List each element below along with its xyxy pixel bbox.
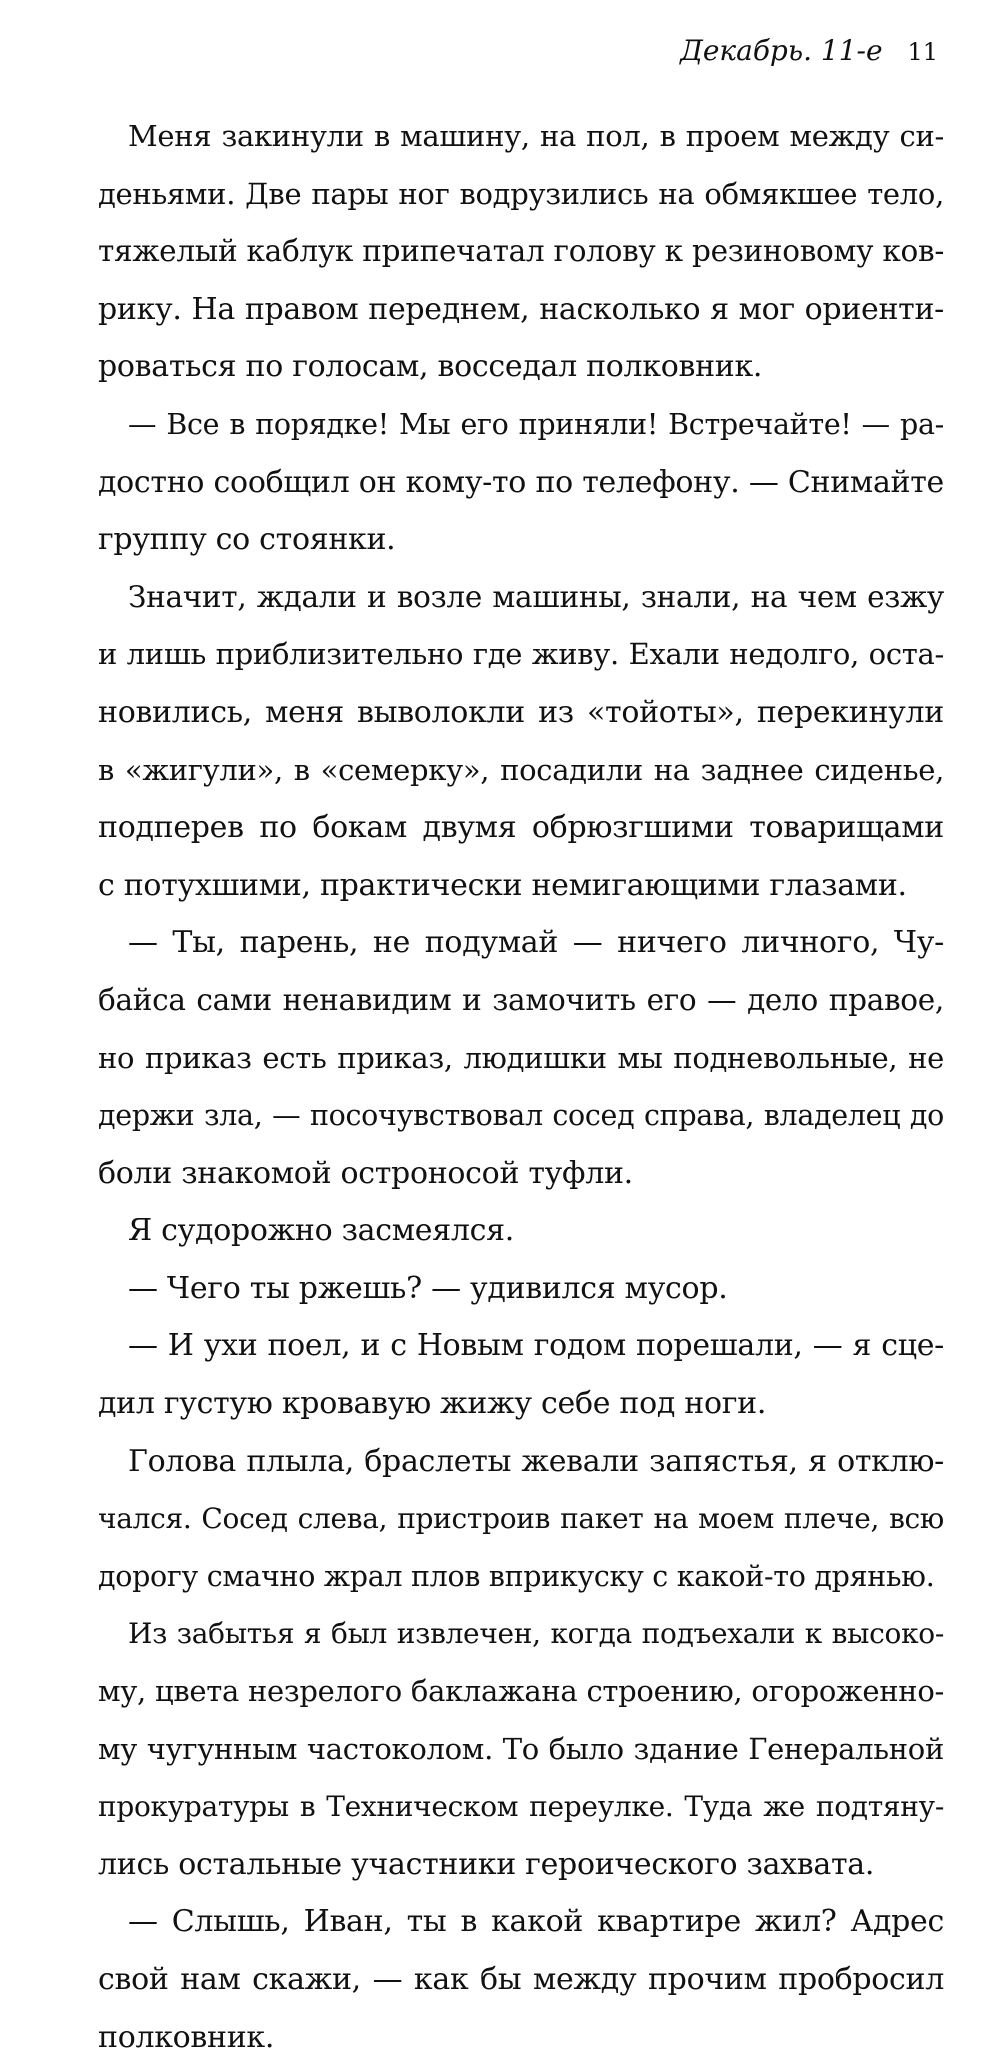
text-line: и лишь приблизительно где живу. Ехали недолго, оста- [98, 637, 944, 672]
text-line: байса сами ненавидим и замочить его — дело правое, [98, 982, 944, 1017]
text-line: му, цвета незрелого баклажана строению, огороженно- [98, 1674, 944, 1709]
text-line: Из забытья я был извлечен, когда подъехали к высоко- [128, 1617, 944, 1651]
text-line: Голова плыла, браслеты жевали запястья, я отклю- [128, 1443, 944, 1479]
text-line: чался. Сосед слева, пристроив пакет на моем плече, всю [98, 1502, 944, 1536]
text-line: свой нам скажи, — как бы между прочим пробросил [98, 1962, 944, 1997]
text-line: му чугунным частоколом. То было здание Генеральной [98, 1731, 944, 1766]
text-line: — Чего ты ржешь? — удивился мусор. [128, 1270, 728, 1306]
text-line: — И ухи поел, и с Новым годом порешали, — я сце- [128, 1328, 944, 1364]
text-line: лись остальные участники героического захвата. [98, 1846, 875, 1882]
text-line: дил густую кровавую жижу себе под ноги. [98, 1386, 767, 1422]
text-line: — Все в порядке! Мы его приняли! Встречайте! — ра- [128, 407, 944, 441]
text-line: Я судорожно засмеялся. [128, 1213, 514, 1249]
text-line: тяжелый каблук припечатал голову к резиновому ков- [98, 234, 944, 269]
text-line: Меня закинули в машину, на пол, в проем между си- [128, 119, 944, 153]
text-line: группу со стоянки. [98, 522, 396, 558]
text-line: новились, меня выволокли из «тойоты», перекинули [98, 694, 944, 730]
text-line: держи зла, — посочувствовал сосед справа, владелец до [98, 1099, 944, 1133]
text-line: роваться по голосам, восседал полковник. [98, 349, 763, 385]
text-line: дорогу смачно жрал плов вприкуску с какой-то дрянью. [98, 1559, 935, 1593]
text-line: — Ты, парень, не подумай — ничего личного, Чу- [128, 925, 944, 961]
text-line: достно сообщил он кому-то по телефону. — Снимайте [98, 464, 944, 500]
running-head-title: Декабрь. 11-е [680, 34, 883, 67]
text-line: но приказ есть приказ, людишки мы подневольные, не [98, 1040, 944, 1075]
body-text [98, 108, 944, 2066]
text-line: прокуратуры в Техническом переулке. Туда же подтяну- [98, 1790, 944, 1824]
text-line: полковник. [98, 2019, 275, 2055]
text-line: боли знакомой остроносой туфли. [98, 1155, 633, 1191]
running-head [680, 34, 938, 69]
text-line: подперев по бокам двумя обрюзгшими товарищами [98, 810, 944, 846]
text-line: деньями. Две пары ног водрузились на обмякшее тело, [98, 176, 944, 211]
text-line: Значит, ждали и возле машины, знали, на чем езжу [128, 579, 944, 614]
text-line: в «жигули», в «семерку», посадили на заднее сиденье, [98, 752, 944, 787]
page-number: 11 [907, 38, 938, 66]
text-line: с потухшими, практически немигающими глазами. [98, 867, 907, 903]
text-line: рику. На правом переднем, насколько я мог ориенти- [98, 291, 944, 327]
text-line: — Слышь, Иван, ты в какой квартире жил? Адрес [128, 1904, 944, 1940]
